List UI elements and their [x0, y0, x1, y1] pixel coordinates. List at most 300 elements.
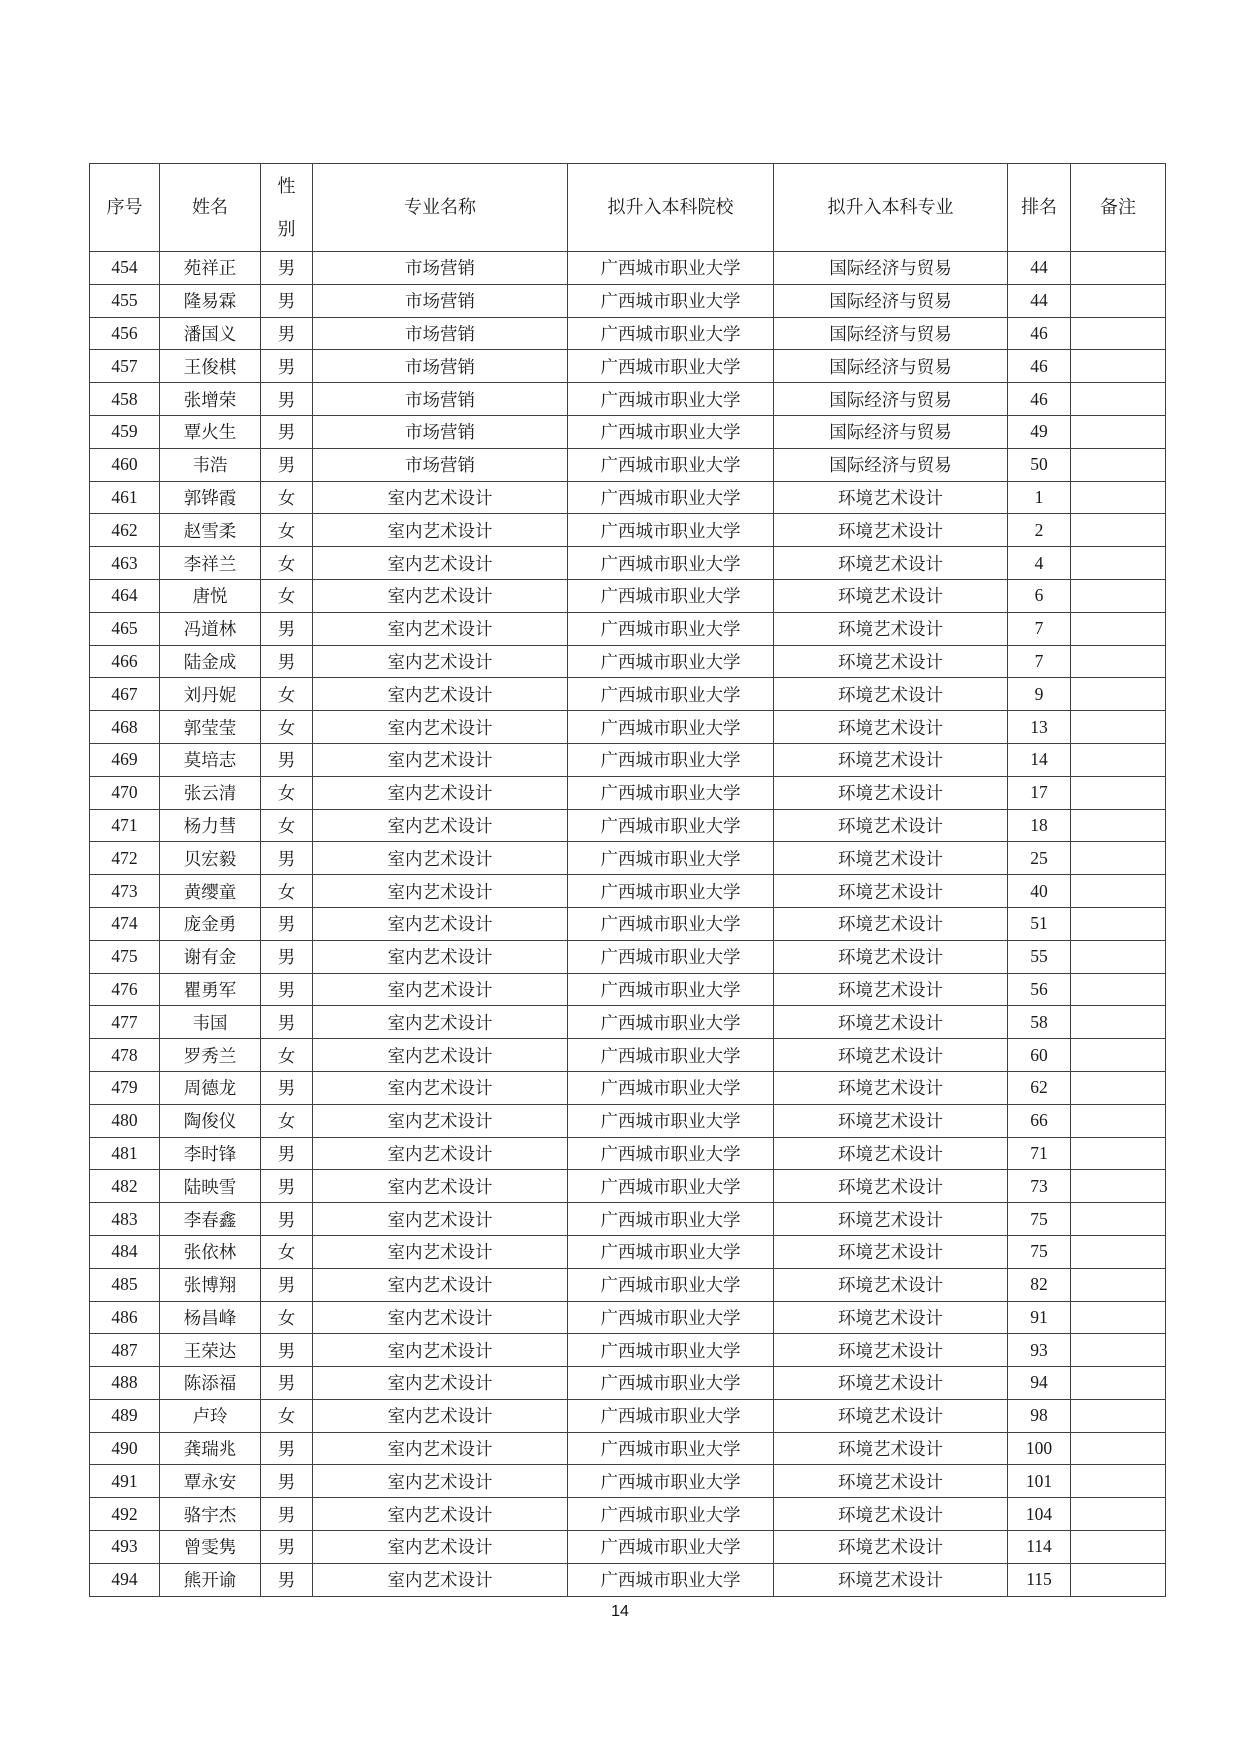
cell-gender: 女	[261, 776, 313, 809]
table-row	[90, 1039, 1166, 1072]
cell-target-college: 广西城市职业大学	[568, 1432, 774, 1465]
cell-rank: 91	[1008, 1301, 1071, 1334]
cell-gender: 男	[261, 973, 313, 1006]
cell-rank: 44	[1008, 252, 1071, 285]
cell-major: 室内艺术设计	[313, 940, 568, 973]
cell-major: 室内艺术设计	[313, 1498, 568, 1531]
cell-major: 室内艺术设计	[313, 875, 568, 908]
cell-target-major: 环境艺术设计	[774, 1235, 1008, 1268]
cell-major: 市场营销	[313, 350, 568, 383]
cell-name: 郭铧霞	[160, 481, 261, 514]
cell-rank: 58	[1008, 1006, 1071, 1039]
cell-target-college: 广西城市职业大学	[568, 547, 774, 580]
cell-major: 室内艺术设计	[313, 1039, 568, 1072]
cell-remark	[1071, 776, 1166, 809]
cell-index: 457	[90, 350, 160, 383]
cell-rank: 2	[1008, 514, 1071, 547]
cell-index: 463	[90, 547, 160, 580]
cell-target-major: 环境艺术设计	[774, 1432, 1008, 1465]
cell-target-major: 国际经济与贸易	[774, 252, 1008, 285]
cell-remark	[1071, 743, 1166, 776]
header-name: 姓名	[160, 164, 261, 252]
cell-gender: 男	[261, 1268, 313, 1301]
cell-index: 454	[90, 252, 160, 285]
cell-target-college: 广西城市职业大学	[568, 1465, 774, 1498]
cell-gender: 女	[261, 1039, 313, 1072]
cell-rank: 40	[1008, 875, 1071, 908]
cell-name: 唐悦	[160, 579, 261, 612]
cell-remark	[1071, 1203, 1166, 1236]
table-row	[90, 1563, 1166, 1596]
cell-index: 475	[90, 940, 160, 973]
cell-remark	[1071, 1104, 1166, 1137]
cell-target-college: 广西城市职业大学	[568, 940, 774, 973]
cell-index: 467	[90, 678, 160, 711]
cell-remark	[1071, 1170, 1166, 1203]
cell-target-college: 广西城市职业大学	[568, 317, 774, 350]
cell-index: 459	[90, 415, 160, 448]
cell-rank: 13	[1008, 711, 1071, 744]
cell-major: 室内艺术设计	[313, 842, 568, 875]
cell-gender: 男	[261, 940, 313, 973]
cell-index: 492	[90, 1498, 160, 1531]
table-row	[90, 579, 1166, 612]
table-row	[90, 1531, 1166, 1564]
cell-rank: 14	[1008, 743, 1071, 776]
cell-gender: 女	[261, 875, 313, 908]
cell-rank: 1	[1008, 481, 1071, 514]
cell-target-major: 环境艺术设计	[774, 579, 1008, 612]
page-number: 14	[611, 1603, 629, 1620]
cell-remark	[1071, 1531, 1166, 1564]
cell-name: 隆易霖	[160, 284, 261, 317]
cell-gender: 男	[261, 645, 313, 678]
table-row	[90, 612, 1166, 645]
cell-major: 室内艺术设计	[313, 1465, 568, 1498]
table-row	[90, 678, 1166, 711]
cell-remark	[1071, 612, 1166, 645]
cell-gender: 男	[261, 612, 313, 645]
cell-index: 486	[90, 1301, 160, 1334]
cell-target-major: 环境艺术设计	[774, 514, 1008, 547]
cell-name: 谢有金	[160, 940, 261, 973]
cell-rank: 94	[1008, 1367, 1071, 1400]
cell-rank: 46	[1008, 317, 1071, 350]
cell-target-college: 广西城市职业大学	[568, 1203, 774, 1236]
cell-name: 曾雯隽	[160, 1531, 261, 1564]
cell-gender: 男	[261, 1334, 313, 1367]
cell-major: 室内艺术设计	[313, 481, 568, 514]
cell-gender: 男	[261, 284, 313, 317]
cell-gender: 男	[261, 743, 313, 776]
cell-gender: 女	[261, 1301, 313, 1334]
cell-name: 张增荣	[160, 383, 261, 416]
cell-gender: 男	[261, 1203, 313, 1236]
cell-name: 贝宏毅	[160, 842, 261, 875]
cell-target-major: 环境艺术设计	[774, 1301, 1008, 1334]
cell-rank: 75	[1008, 1235, 1071, 1268]
cell-target-college: 广西城市职业大学	[568, 1399, 774, 1432]
cell-rank: 100	[1008, 1432, 1071, 1465]
cell-gender: 男	[261, 1432, 313, 1465]
cell-name: 周德龙	[160, 1071, 261, 1104]
cell-major: 室内艺术设计	[313, 1170, 568, 1203]
cell-major: 室内艺术设计	[313, 1531, 568, 1564]
cell-gender: 女	[261, 514, 313, 547]
cell-target-college: 广西城市职业大学	[568, 284, 774, 317]
cell-major: 市场营销	[313, 415, 568, 448]
cell-name: 骆宇杰	[160, 1498, 261, 1531]
cell-index: 480	[90, 1104, 160, 1137]
table-row	[90, 743, 1166, 776]
cell-major: 市场营销	[313, 383, 568, 416]
cell-gender: 女	[261, 1399, 313, 1432]
header-gender: 性别	[261, 164, 313, 252]
cell-gender: 男	[261, 1367, 313, 1400]
cell-name: 张博翔	[160, 1268, 261, 1301]
cell-name: 李春鑫	[160, 1203, 261, 1236]
header-target-college: 拟升入本科院校	[568, 164, 774, 252]
cell-name: 覃火生	[160, 415, 261, 448]
cell-target-major: 国际经济与贸易	[774, 448, 1008, 481]
cell-major: 市场营销	[313, 448, 568, 481]
cell-rank: 18	[1008, 809, 1071, 842]
table-row	[90, 1334, 1166, 1367]
cell-target-major: 环境艺术设计	[774, 973, 1008, 1006]
cell-remark	[1071, 1465, 1166, 1498]
table-row	[90, 1104, 1166, 1137]
cell-rank: 46	[1008, 350, 1071, 383]
cell-target-major: 环境艺术设计	[774, 612, 1008, 645]
cell-name: 瞿勇军	[160, 973, 261, 1006]
table-row	[90, 1301, 1166, 1334]
cell-gender: 男	[261, 1465, 313, 1498]
cell-gender: 男	[261, 415, 313, 448]
cell-target-major: 环境艺术设计	[774, 907, 1008, 940]
cell-name: 陶俊仪	[160, 1104, 261, 1137]
cell-target-major: 环境艺术设计	[774, 1465, 1008, 1498]
cell-target-major: 环境艺术设计	[774, 1104, 1008, 1137]
cell-target-major: 环境艺术设计	[774, 776, 1008, 809]
cell-target-major: 环境艺术设计	[774, 1268, 1008, 1301]
cell-rank: 4	[1008, 547, 1071, 580]
cell-target-major: 环境艺术设计	[774, 1334, 1008, 1367]
cell-name: 莫培志	[160, 743, 261, 776]
cell-target-major: 环境艺术设计	[774, 547, 1008, 580]
cell-remark	[1071, 317, 1166, 350]
table-body	[90, 252, 1166, 1597]
cell-name: 王俊棋	[160, 350, 261, 383]
cell-rank: 98	[1008, 1399, 1071, 1432]
cell-index: 477	[90, 1006, 160, 1039]
cell-gender: 女	[261, 1104, 313, 1137]
table-row	[90, 842, 1166, 875]
cell-remark	[1071, 1301, 1166, 1334]
cell-name: 黄缨童	[160, 875, 261, 908]
table-row	[90, 284, 1166, 317]
cell-index: 484	[90, 1235, 160, 1268]
cell-target-major: 环境艺术设计	[774, 481, 1008, 514]
cell-rank: 56	[1008, 973, 1071, 1006]
cell-major: 室内艺术设计	[313, 1203, 568, 1236]
cell-name: 刘丹妮	[160, 678, 261, 711]
table-row	[90, 1465, 1166, 1498]
cell-target-college: 广西城市职业大学	[568, 350, 774, 383]
cell-index: 474	[90, 907, 160, 940]
cell-name: 张云清	[160, 776, 261, 809]
cell-index: 465	[90, 612, 160, 645]
cell-remark	[1071, 350, 1166, 383]
cell-rank: 49	[1008, 415, 1071, 448]
cell-name: 卢玲	[160, 1399, 261, 1432]
cell-target-college: 广西城市职业大学	[568, 383, 774, 416]
cell-remark	[1071, 252, 1166, 285]
cell-name: 庞金勇	[160, 907, 261, 940]
cell-major: 室内艺术设计	[313, 1334, 568, 1367]
cell-major: 室内艺术设计	[313, 514, 568, 547]
cell-name: 张依林	[160, 1235, 261, 1268]
cell-major: 室内艺术设计	[313, 1301, 568, 1334]
cell-major: 室内艺术设计	[313, 1006, 568, 1039]
table-row	[90, 1235, 1166, 1268]
cell-target-college: 广西城市职业大学	[568, 1137, 774, 1170]
cell-gender: 女	[261, 547, 313, 580]
cell-index: 494	[90, 1563, 160, 1596]
table-row	[90, 1137, 1166, 1170]
cell-major: 室内艺术设计	[313, 579, 568, 612]
cell-name: 韦国	[160, 1006, 261, 1039]
cell-index: 462	[90, 514, 160, 547]
cell-target-college: 广西城市职业大学	[568, 776, 774, 809]
cell-gender: 男	[261, 1006, 313, 1039]
cell-gender: 女	[261, 579, 313, 612]
cell-target-college: 广西城市职业大学	[568, 1334, 774, 1367]
cell-name: 赵雪柔	[160, 514, 261, 547]
cell-major: 室内艺术设计	[313, 776, 568, 809]
cell-rank: 115	[1008, 1563, 1071, 1596]
cell-target-major: 环境艺术设计	[774, 1531, 1008, 1564]
cell-major: 市场营销	[313, 252, 568, 285]
cell-index: 466	[90, 645, 160, 678]
cell-index: 464	[90, 579, 160, 612]
cell-index: 488	[90, 1367, 160, 1400]
table-row	[90, 1498, 1166, 1531]
cell-gender: 女	[261, 481, 313, 514]
cell-target-college: 广西城市职业大学	[568, 711, 774, 744]
cell-index: 490	[90, 1432, 160, 1465]
cell-target-major: 环境艺术设计	[774, 1498, 1008, 1531]
cell-remark	[1071, 875, 1166, 908]
cell-name: 李时锋	[160, 1137, 261, 1170]
cell-gender: 女	[261, 678, 313, 711]
cell-target-college: 广西城市职业大学	[568, 1498, 774, 1531]
cell-target-college: 广西城市职业大学	[568, 907, 774, 940]
cell-target-college: 广西城市职业大学	[568, 1531, 774, 1564]
cell-target-college: 广西城市职业大学	[568, 612, 774, 645]
cell-remark	[1071, 973, 1166, 1006]
table-row	[90, 448, 1166, 481]
cell-major: 市场营销	[313, 284, 568, 317]
cell-major: 室内艺术设计	[313, 1563, 568, 1596]
cell-name: 潘国义	[160, 317, 261, 350]
cell-major: 室内艺术设计	[313, 1268, 568, 1301]
cell-rank: 60	[1008, 1039, 1071, 1072]
cell-name: 郭莹莹	[160, 711, 261, 744]
cell-index: 473	[90, 875, 160, 908]
cell-remark	[1071, 579, 1166, 612]
table-row	[90, 350, 1166, 383]
cell-remark	[1071, 907, 1166, 940]
cell-rank: 73	[1008, 1170, 1071, 1203]
table-row	[90, 1203, 1166, 1236]
table-row	[90, 1432, 1166, 1465]
cell-target-college: 广西城市职业大学	[568, 1235, 774, 1268]
cell-remark	[1071, 1268, 1166, 1301]
cell-major: 室内艺术设计	[313, 1235, 568, 1268]
cell-index: 468	[90, 711, 160, 744]
table-row	[90, 514, 1166, 547]
cell-index: 470	[90, 776, 160, 809]
cell-gender: 男	[261, 907, 313, 940]
cell-target-college: 广西城市职业大学	[568, 415, 774, 448]
cell-gender: 女	[261, 809, 313, 842]
cell-remark	[1071, 1039, 1166, 1072]
cell-major: 室内艺术设计	[313, 645, 568, 678]
cell-target-major: 国际经济与贸易	[774, 284, 1008, 317]
cell-gender: 男	[261, 1531, 313, 1564]
cell-rank: 51	[1008, 907, 1071, 940]
cell-target-college: 广西城市职业大学	[568, 579, 774, 612]
cell-remark	[1071, 645, 1166, 678]
cell-remark	[1071, 678, 1166, 711]
cell-target-college: 广西城市职业大学	[568, 743, 774, 776]
cell-index: 485	[90, 1268, 160, 1301]
cell-target-college: 广西城市职业大学	[568, 809, 774, 842]
cell-target-major: 国际经济与贸易	[774, 350, 1008, 383]
table-row	[90, 1399, 1166, 1432]
cell-remark	[1071, 1334, 1166, 1367]
cell-target-major: 环境艺术设计	[774, 1006, 1008, 1039]
cell-remark	[1071, 1399, 1166, 1432]
cell-target-major: 环境艺术设计	[774, 842, 1008, 875]
table-row	[90, 547, 1166, 580]
cell-index: 472	[90, 842, 160, 875]
table-row	[90, 481, 1166, 514]
cell-index: 493	[90, 1531, 160, 1564]
cell-rank: 7	[1008, 612, 1071, 645]
cell-rank: 62	[1008, 1071, 1071, 1104]
cell-index: 487	[90, 1334, 160, 1367]
cell-gender: 男	[261, 1137, 313, 1170]
cell-gender: 男	[261, 317, 313, 350]
cell-target-college: 广西城市职业大学	[568, 678, 774, 711]
cell-gender: 男	[261, 383, 313, 416]
cell-rank: 25	[1008, 842, 1071, 875]
cell-remark	[1071, 1432, 1166, 1465]
cell-index: 489	[90, 1399, 160, 1432]
cell-index: 455	[90, 284, 160, 317]
cell-remark	[1071, 284, 1166, 317]
cell-major: 室内艺术设计	[313, 1367, 568, 1400]
cell-major: 室内艺术设计	[313, 1137, 568, 1170]
cell-major: 室内艺术设计	[313, 907, 568, 940]
table-row	[90, 1367, 1166, 1400]
cell-gender: 男	[261, 1498, 313, 1531]
cell-target-major: 环境艺术设计	[774, 1203, 1008, 1236]
cell-name: 罗秀兰	[160, 1039, 261, 1072]
cell-target-major: 环境艺术设计	[774, 1170, 1008, 1203]
table-row	[90, 776, 1166, 809]
cell-index: 482	[90, 1170, 160, 1203]
cell-rank: 71	[1008, 1137, 1071, 1170]
table-row	[90, 809, 1166, 842]
cell-target-college: 广西城市职业大学	[568, 973, 774, 1006]
cell-index: 478	[90, 1039, 160, 1072]
table-header-row	[90, 164, 1166, 252]
cell-target-major: 环境艺术设计	[774, 1563, 1008, 1596]
cell-index: 481	[90, 1137, 160, 1170]
cell-gender: 男	[261, 1170, 313, 1203]
table-row	[90, 875, 1166, 908]
cell-major: 市场营销	[313, 317, 568, 350]
cell-remark	[1071, 481, 1166, 514]
table-row	[90, 1268, 1166, 1301]
cell-target-college: 广西城市职业大学	[568, 1563, 774, 1596]
cell-remark	[1071, 547, 1166, 580]
cell-rank: 17	[1008, 776, 1071, 809]
cell-target-major: 环境艺术设计	[774, 875, 1008, 908]
cell-name: 王荣达	[160, 1334, 261, 1367]
table-row	[90, 317, 1166, 350]
cell-rank: 104	[1008, 1498, 1071, 1531]
cell-major: 室内艺术设计	[313, 743, 568, 776]
table-row	[90, 1006, 1166, 1039]
cell-target-college: 广西城市职业大学	[568, 645, 774, 678]
cell-name: 陆映雪	[160, 1170, 261, 1203]
cell-target-college: 广西城市职业大学	[568, 1170, 774, 1203]
table-row	[90, 940, 1166, 973]
table-row	[90, 711, 1166, 744]
header-target-major: 拟升入本科专业	[774, 164, 1008, 252]
table-row	[90, 907, 1166, 940]
cell-name: 李祥兰	[160, 547, 261, 580]
cell-name: 陆金成	[160, 645, 261, 678]
cell-major: 室内艺术设计	[313, 1071, 568, 1104]
cell-index: 469	[90, 743, 160, 776]
cell-name: 龚瑞兆	[160, 1432, 261, 1465]
cell-gender: 女	[261, 1235, 313, 1268]
cell-target-college: 广西城市职业大学	[568, 1367, 774, 1400]
cell-gender: 男	[261, 1071, 313, 1104]
cell-rank: 9	[1008, 678, 1071, 711]
cell-target-college: 广西城市职业大学	[568, 448, 774, 481]
cell-remark	[1071, 940, 1166, 973]
cell-remark	[1071, 1137, 1166, 1170]
cell-target-major: 环境艺术设计	[774, 1367, 1008, 1400]
cell-rank: 44	[1008, 284, 1071, 317]
cell-rank: 6	[1008, 579, 1071, 612]
cell-major: 室内艺术设计	[313, 1432, 568, 1465]
cell-target-major: 国际经济与贸易	[774, 383, 1008, 416]
cell-rank: 75	[1008, 1203, 1071, 1236]
cell-gender: 男	[261, 448, 313, 481]
cell-target-college: 广西城市职业大学	[568, 514, 774, 547]
cell-major: 室内艺术设计	[313, 678, 568, 711]
cell-target-major: 环境艺术设计	[774, 645, 1008, 678]
cell-rank: 93	[1008, 1334, 1071, 1367]
cell-rank: 50	[1008, 448, 1071, 481]
cell-name: 杨力彗	[160, 809, 261, 842]
